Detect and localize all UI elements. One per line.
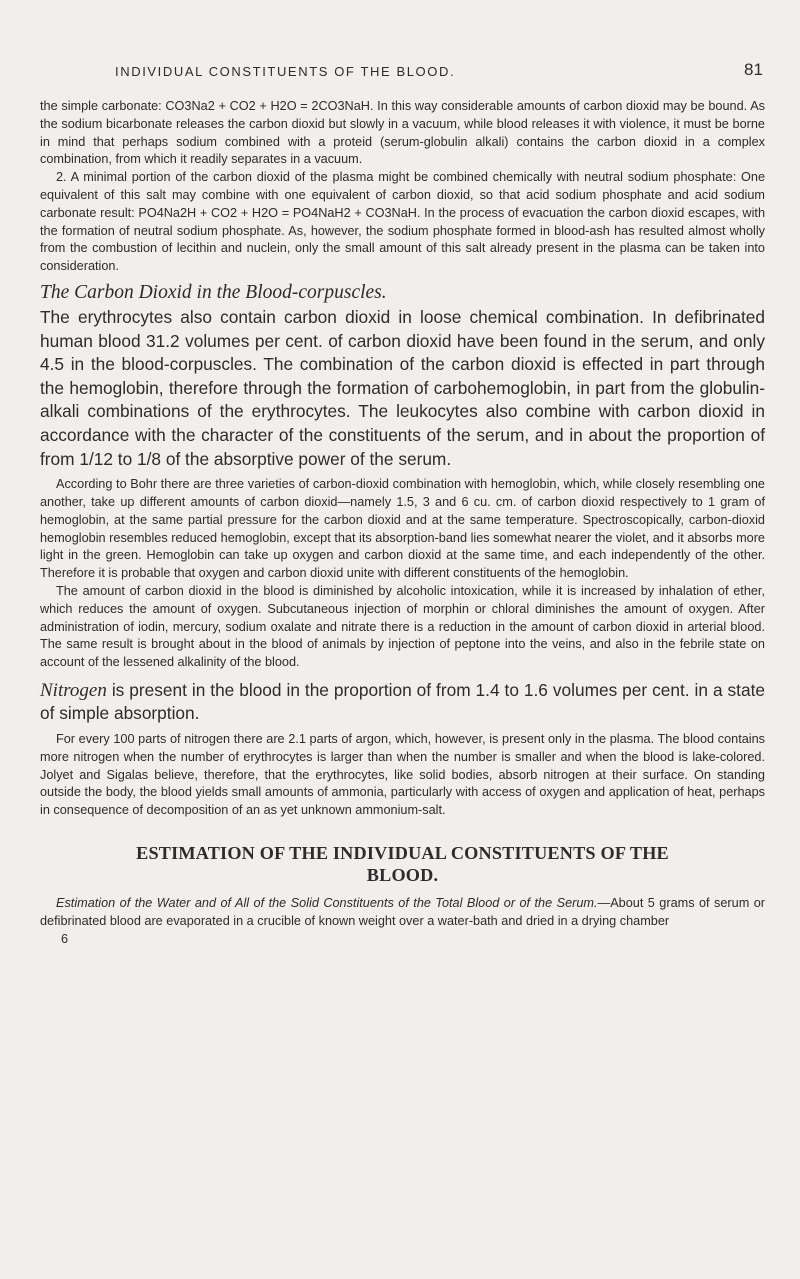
subheading-corpuscles: The Carbon Dioxid in the Blood-corpuscles. <box>40 281 387 303</box>
page-body <box>40 98 765 948</box>
estimation-lead: Estimation of the Water and of All of the Solid Constituents of the Total Blood or of the Serum. <box>56 896 598 911</box>
paragraph-carbonate: the simple carbonate: CO3Na2 + CO2 + H2O = 2CO3NaH. In this way considerable amounts of carbon dioxid may be bound. As the sodium bicarbonate releases the carbon dioxid but slowly in a vacuum, while blood releases it with violence, it must be borne in mind that perhaps sodium combined with a proteid (serum-globulin alkali) contains the carbon dioxid in a complex combination, from which it readily separates in a vacuum. <box>40 99 765 167</box>
estimation-rest: —About 5 grams of serum or defibrinated blood are evaporated in a crucible of known weight over a water-bath and dried in a drying chamber <box>40 896 766 928</box>
signature-mark: 6 <box>61 931 69 946</box>
paragraph-amount: The amount of carbon dioxid in the blood is diminished by alcoholic intoxication, while it is increased by inhalation of ether, which reduces the amount of oxygen. Subcutaneous injection of morphin or chloral diminishes the amount of oxygen. After administration of iodin, mercury, sodium oxalate and nitrate there is a reduction in the amount of carbon dioxid in arterial blood. The same result is brought about in the blood of animals by injection of peptone into the veins, and also in the febrile state on account of the lessened alkalinity of the blood. <box>40 583 765 670</box>
section-title-line-2: BLOOD. <box>366 865 439 886</box>
nitrogen-lead: Nitrogen <box>40 679 107 701</box>
section-title <box>40 842 765 886</box>
section-title-line-1: ESTIMATION OF THE INDIVIDUAL CONSTITUENTS OF THE <box>136 843 669 864</box>
paragraph-bohr: According to Bohr there are three varieties of carbon-dioxid combination with hemoglobin, which, while closely resembling one another, take up different amounts of carbon dioxid—namely 1.5, 3 and 6 cu. cm. of carbon dioxid respectively to 1 gram of hemoglobin, at the same partial pressure for the carbon dioxid and at the same temperature. Spectroscopically, carbon-dioxid hemoglobin resembles reduced hemoglobin, except that its absorption-band lies somewhat nearer the violet, and it absorbs more light in the green. Hemoglobin can take up oxygen and carbon dioxid at the same time, and each independently of the other. Therefore it is probable that oxygen and carbon dioxid unite with different constituents of the hemoglobin. <box>40 477 765 581</box>
paragraph-estimation <box>40 895 765 931</box>
paragraph-erythrocytes: The erythrocytes also contain carbon dioxid in loose chemical combination. In defibrinated human blood 31.2 volumes per cent. of carbon dioxid have been found in the serum, and only 4.5 in the blood-corpuscles. The combination of the carbon dioxid is effected in part through the hemoglobin, therefore through the formation of carbohemoglobin, in part from the globulin-alkali combinations of the erythrocytes. The leukocytes also combine with carbon dioxid in accordance with the character of the constituents of the serum, and in about the proportion of from 1/12 to 1/8 of the absorptive power of the serum. <box>40 306 765 469</box>
paragraph-phosphate: 2. A minimal portion of the carbon dioxid of the plasma might be combined chemically with neutral sodium phosphate: One equivalent of this salt may combine with one equivalent of carbon dioxid, so that acid sodium phosphate and acid sodium carbonate result: PO4Na2H + CO2 + H2O = PO4NaH2 + CO3NaH. In the process of evacuation the carbon dioxid escapes, with the formation of neutral sodium phosphate. As, however, the sodium phosphate formed in blood-ash has resulted almost wholly from the combustion of lecithin and nuclein, only the small amount of this salt already present in the plasma can be taken into consideration. <box>40 170 765 274</box>
page-number: 81 <box>744 60 763 79</box>
paragraph-argon: For every 100 parts of nitrogen there are 2.1 parts of argon, which, however, is present only in the plasma. The blood contains more nitrogen when the number of erythrocytes is larger than when the number is smaller and when the blood is lake-colored. Jolyet and Sigalas believe, therefore, that the erythrocytes, like solid bodies, absorb nitrogen at their surface. On standing outside the body, the blood yields small amounts of ammonia, particularly with access of oxygen and application of heat, perhaps in consequence of decomposition of an as yet unknown ammonium-salt. <box>40 732 765 818</box>
nitrogen-rest: is present in the blood in the proportion of from 1.4 to 1.6 volumes per cent. in a state of simple absorption. <box>40 679 765 724</box>
running-title: INDIVIDUAL CONSTITUENTS OF THE BLOOD. <box>115 64 456 79</box>
paragraph-nitrogen <box>40 679 765 726</box>
